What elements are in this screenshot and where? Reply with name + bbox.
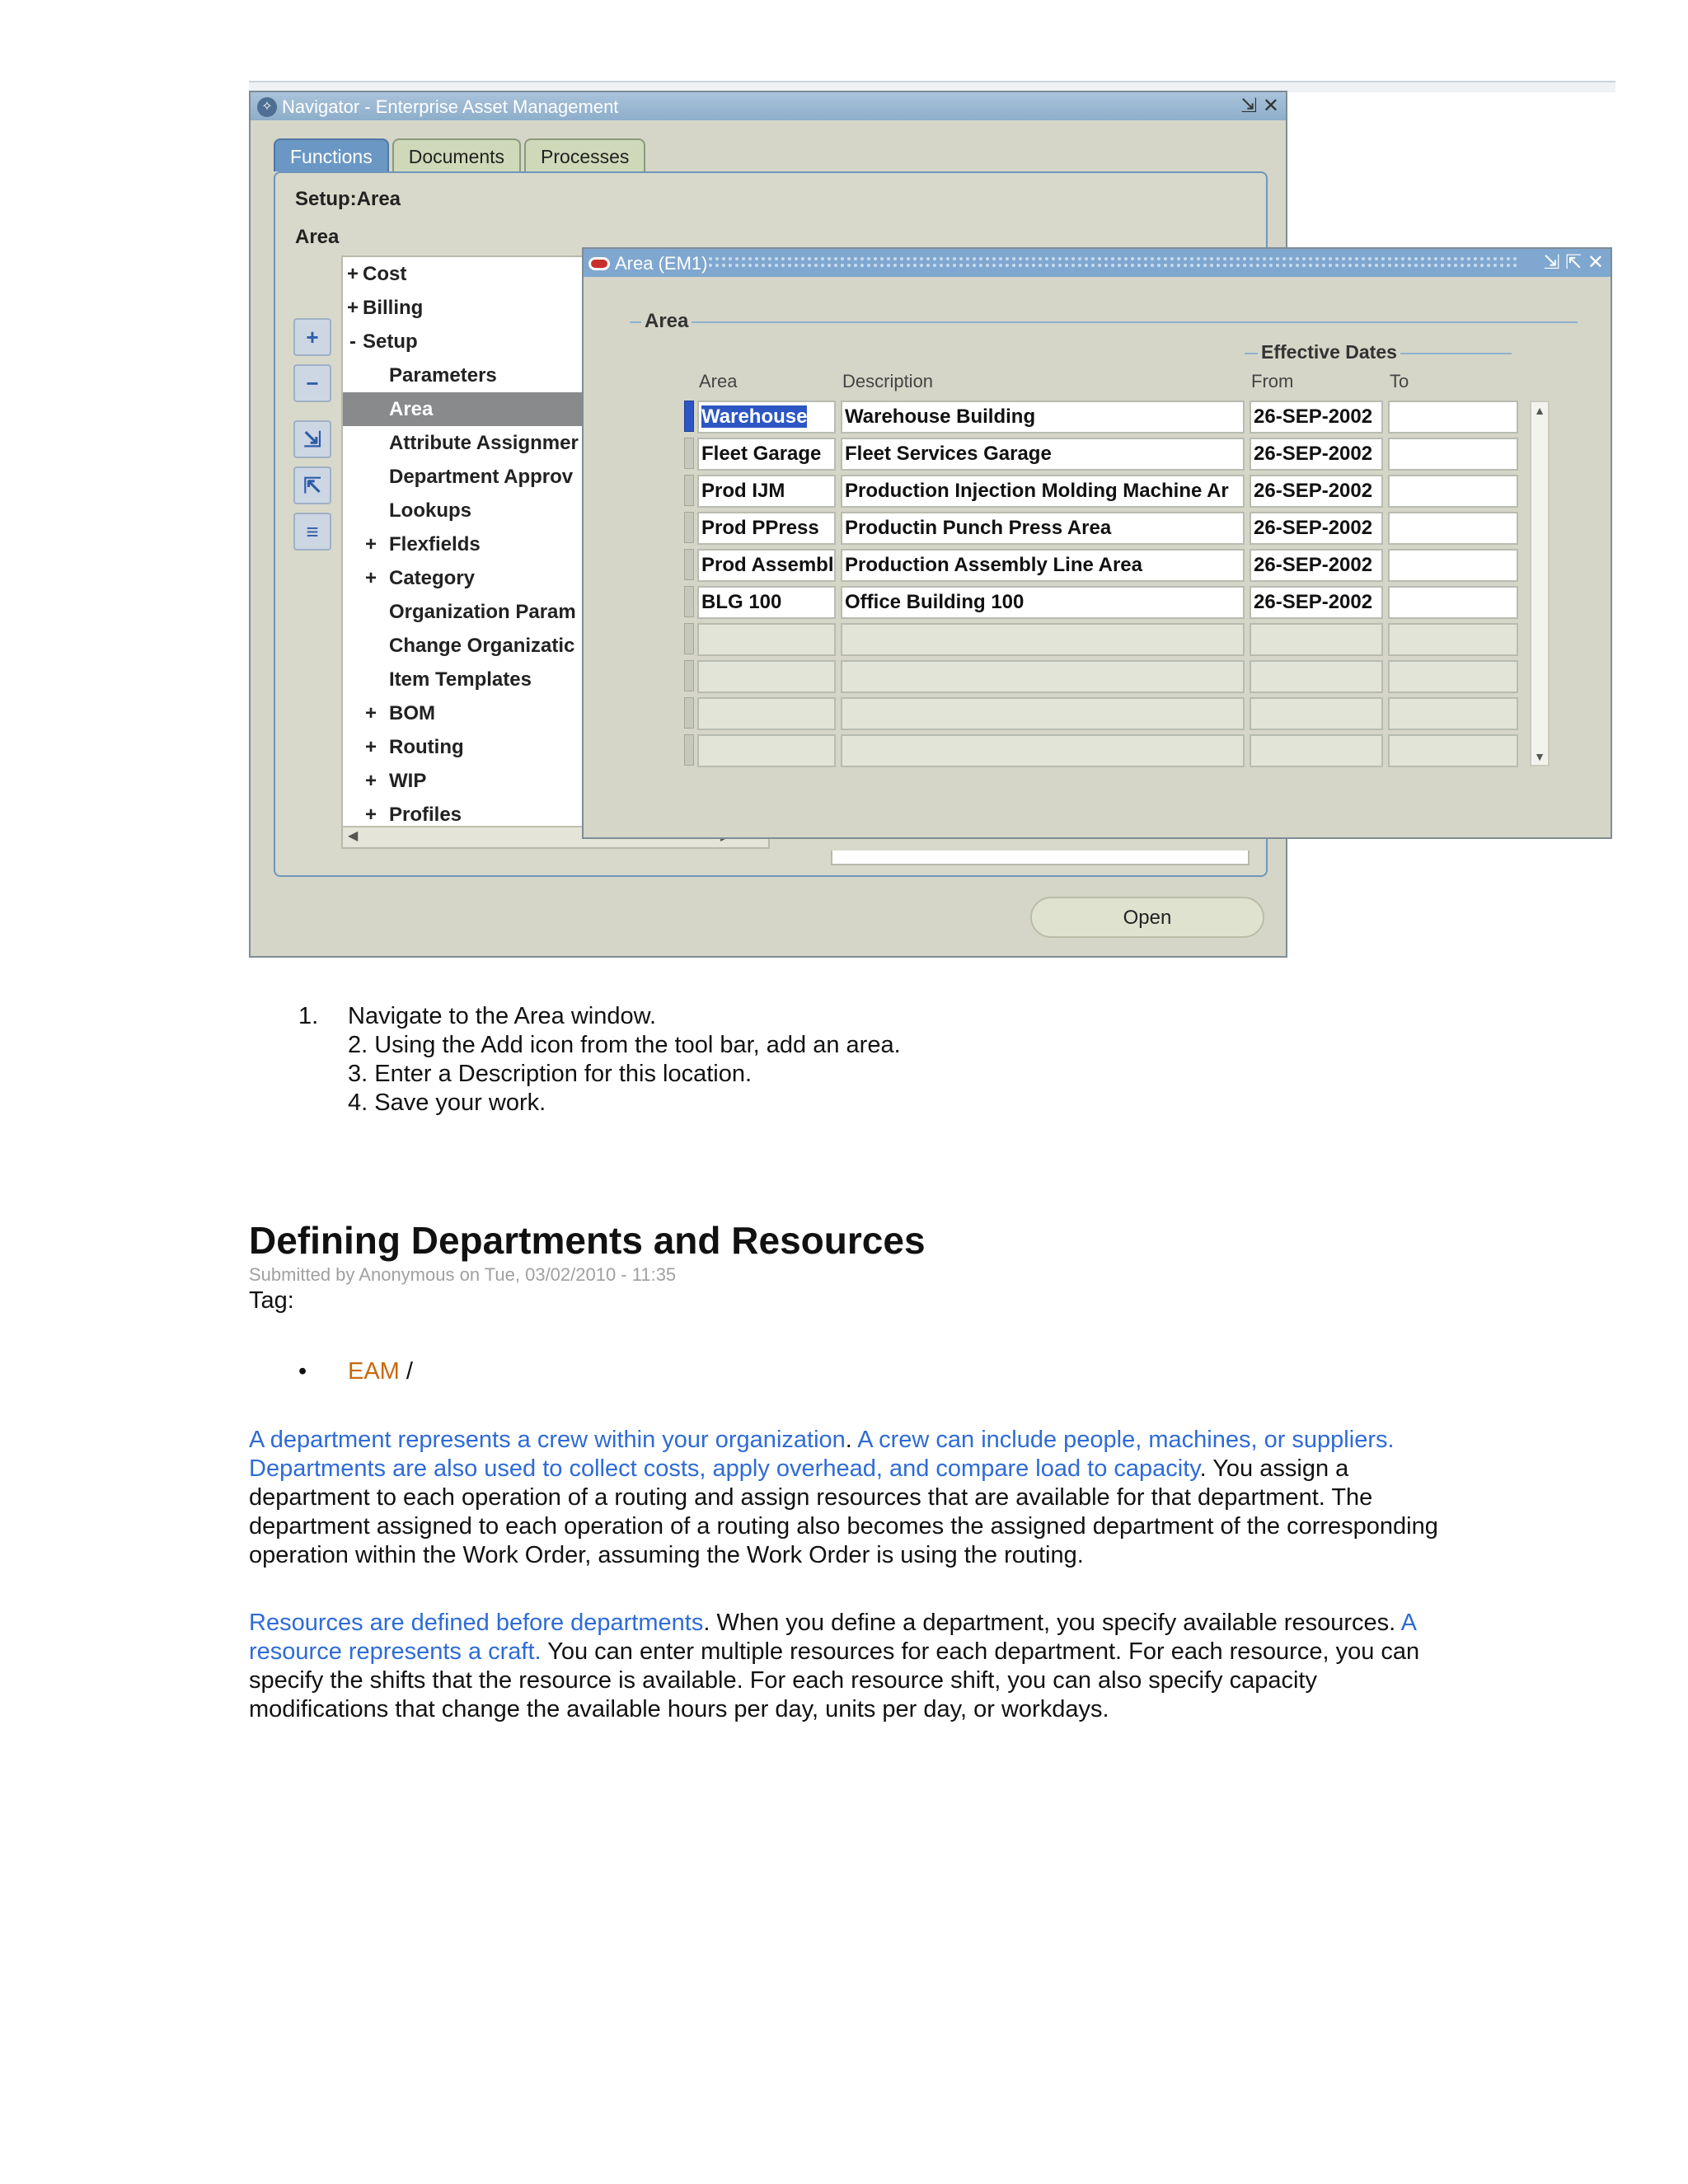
tree-buttons xyxy=(293,318,333,559)
tag-link-eam[interactable]: EAM xyxy=(348,1358,400,1385)
tree-item-label: Category xyxy=(389,567,476,589)
description-field[interactable] xyxy=(841,697,1245,730)
to-field[interactable] xyxy=(1388,623,1518,656)
document-list-panel xyxy=(831,851,1250,865)
description-field[interactable]: Fleet Services Garage xyxy=(841,438,1245,471)
expand-node-icon[interactable]: + xyxy=(364,736,377,758)
expand-icon[interactable]: + xyxy=(293,318,331,356)
scroll-down-icon[interactable]: ▼ xyxy=(1534,750,1545,763)
window-controls[interactable] xyxy=(1240,92,1279,120)
scroll-up-icon[interactable]: ▲ xyxy=(1534,404,1545,417)
area-field[interactable] xyxy=(697,660,836,693)
open-button[interactable]: Open xyxy=(1030,897,1264,938)
expand-node-icon[interactable]: + xyxy=(364,567,377,589)
step-line: 4. Save your work. xyxy=(348,1090,546,1116)
step-line: 2. Using the Add icon from the tool bar, add an area. xyxy=(348,1032,901,1058)
tree-item-label: Parameters xyxy=(389,364,497,387)
screenshot-figure xyxy=(249,81,1615,964)
description-field[interactable]: Productin Punch Press Area xyxy=(841,512,1245,545)
area-field[interactable] xyxy=(697,401,836,434)
area-field[interactable] xyxy=(697,697,836,730)
tag-separator: / xyxy=(399,1358,413,1385)
selected-text: Warehouse xyxy=(701,405,808,428)
titlebar-pattern xyxy=(707,255,1520,270)
tree-item-label: BOM xyxy=(389,702,435,724)
article-title: Defining Departments and Resources xyxy=(249,1219,926,1262)
tab-processes[interactable]: Processes xyxy=(524,138,645,171)
to-field[interactable] xyxy=(1388,734,1518,767)
tree-item-label: Profiles xyxy=(389,804,462,826)
from-field[interactable]: 26-SEP-2002 xyxy=(1250,549,1383,582)
highlight-link[interactable]: A crew can include people, machines, or suppliers. Departments are also used to collect costs, apply overhead, and compare load to capacity xyxy=(249,1427,1395,1482)
area-field[interactable]: BLG 100 xyxy=(697,586,836,619)
bullet-icon: • xyxy=(298,1358,307,1385)
record-indicator[interactable] xyxy=(684,512,694,543)
tree-item-label: Routing xyxy=(389,736,464,758)
step-line: Navigate to the Area window. xyxy=(348,1003,657,1029)
tag-label: Tag: xyxy=(249,1287,294,1314)
description-field[interactable] xyxy=(841,623,1245,656)
area-field[interactable]: Fleet Garage xyxy=(697,438,836,471)
record-indicator[interactable] xyxy=(684,660,694,691)
header-area: Area xyxy=(699,371,738,391)
oracle-logo-icon xyxy=(588,257,610,270)
function-path: Setup:Area xyxy=(295,188,401,210)
description-field[interactable] xyxy=(841,734,1245,767)
area-field[interactable]: Prod IJM xyxy=(697,475,836,508)
area-titlebar xyxy=(584,249,1611,277)
record-indicator[interactable] xyxy=(684,438,694,469)
highlight-link[interactable]: A resource represents a craft. xyxy=(249,1610,1416,1665)
from-field[interactable]: 26-SEP-2002 xyxy=(1250,475,1383,508)
expand-node-icon[interactable]: + xyxy=(364,533,377,555)
tree-item-label: Billing xyxy=(363,297,424,319)
function-caption: Area xyxy=(295,226,340,248)
tag-list xyxy=(298,1358,413,1385)
description-field[interactable]: Office Building 100 xyxy=(841,586,1245,619)
area-field[interactable]: Prod PPress xyxy=(697,512,836,545)
header-description: Description xyxy=(842,371,934,391)
grid-vertical-scrollbar[interactable] xyxy=(1530,401,1550,766)
expand-node-icon[interactable]: + xyxy=(364,804,377,826)
expand-node-icon[interactable]: + xyxy=(346,263,359,285)
highlight-link[interactable]: Resources are defined before departments xyxy=(249,1610,704,1636)
tree-item-label: Change Organizatic xyxy=(389,635,575,657)
to-field[interactable] xyxy=(1388,697,1518,730)
from-field[interactable] xyxy=(1250,697,1383,730)
area-field[interactable] xyxy=(697,734,836,767)
to-field[interactable] xyxy=(1388,475,1518,508)
from-field[interactable]: 26-SEP-2002 xyxy=(1250,438,1383,471)
expand-node-icon[interactable]: + xyxy=(364,770,377,792)
tree-item-label: Item Templates xyxy=(389,668,532,691)
area-field[interactable] xyxy=(697,623,836,656)
paragraph-resources xyxy=(249,1609,1452,1724)
from-field[interactable]: 26-SEP-2002 xyxy=(1250,586,1383,619)
tree-item-label: Setup xyxy=(363,330,418,353)
navigator-tabs xyxy=(274,138,649,173)
expand-all-icon[interactable]: ⇱ xyxy=(293,466,331,504)
from-field[interactable] xyxy=(1250,623,1383,656)
to-field[interactable] xyxy=(1388,586,1518,619)
text-span: You can enter multiple resources for each department. For each resource, you can specify the shifts that the resource is available. For each resource shift, you can also specify capacity modifications that change the available hours per day, units per day, or workdays. xyxy=(249,1638,1420,1722)
minimize-icon[interactable]: ⇲ xyxy=(1240,95,1258,117)
tree-item-label: Attribute Assignmer xyxy=(389,432,579,454)
record-indicator[interactable] xyxy=(684,734,694,766)
tree-item-label: Cost xyxy=(363,263,407,285)
minimize-icon[interactable]: ⇲ xyxy=(1543,251,1560,274)
area-frame-title: Area xyxy=(641,310,692,333)
record-indicator[interactable] xyxy=(684,623,694,654)
description-field[interactable]: Warehouse Building xyxy=(841,401,1245,434)
record-indicator[interactable] xyxy=(684,697,694,729)
area-frame-border xyxy=(630,321,1578,323)
tab-documents[interactable]: Documents xyxy=(392,138,521,171)
tree-item-label: Department Approv xyxy=(389,466,574,488)
to-field[interactable] xyxy=(1388,401,1518,434)
record-indicator[interactable] xyxy=(684,549,694,580)
tree-item-label: Flexfields xyxy=(389,533,481,555)
description-field[interactable]: Production Assembly Line Area xyxy=(841,549,1245,582)
from-field[interactable] xyxy=(1250,734,1383,767)
maximize-icon[interactable]: ⇱ xyxy=(1565,251,1582,274)
scroll-left-icon[interactable]: ◀ xyxy=(348,829,359,843)
area-window xyxy=(582,247,1612,839)
area-window-controls[interactable] xyxy=(1543,249,1604,277)
text-span: . When you define a department, you specify available resources. xyxy=(703,1610,1401,1636)
record-indicator[interactable] xyxy=(684,475,694,506)
area-field[interactable]: Prod Assembl xyxy=(697,549,836,582)
tree-item-label: Organization Param xyxy=(389,601,576,623)
close-icon[interactable]: ✕ xyxy=(1262,95,1279,117)
tree-item-label: Area xyxy=(389,398,434,420)
effective-dates-title: Effective Dates xyxy=(1258,341,1400,363)
step-number: 1. xyxy=(298,1003,319,1029)
text-span: . xyxy=(845,1427,858,1453)
header-from: From xyxy=(1251,371,1294,391)
from-field[interactable] xyxy=(1250,660,1383,693)
navigator-titlebar xyxy=(251,92,1286,120)
area-window-title: Area (EM1) xyxy=(615,253,708,274)
to-field[interactable] xyxy=(1388,512,1518,545)
paragraph-departments xyxy=(249,1426,1452,1570)
description-field[interactable] xyxy=(841,660,1245,693)
description-field[interactable]: Production Injection Molding Machine Ar xyxy=(841,475,1245,508)
close-icon[interactable]: ✕ xyxy=(1587,251,1604,274)
tab-functions[interactable]: Functions xyxy=(274,138,389,171)
record-indicator[interactable] xyxy=(684,586,694,617)
from-field[interactable]: 26-SEP-2002 xyxy=(1250,401,1383,434)
expand-branch-icon[interactable]: ⇲ xyxy=(293,420,331,458)
text-span: . You assign a department to each operation of a routing and assign resources that are available for that department. The department assigned to each operation of a routing also becomes the assigned department of the corresponding operation within the Work Order, assuming the Work Order is using the routing. xyxy=(249,1455,1438,1568)
to-field[interactable] xyxy=(1388,660,1518,693)
collapse-icon[interactable]: − xyxy=(293,364,331,402)
header-to: To xyxy=(1390,371,1409,391)
collapse-all-icon[interactable]: ≡ xyxy=(293,513,331,551)
collapse-node-icon[interactable]: - xyxy=(349,330,356,353)
to-field[interactable] xyxy=(1388,438,1518,471)
from-field[interactable]: 26-SEP-2002 xyxy=(1250,512,1383,545)
step-line: 3. Enter a Description for this location. xyxy=(348,1061,753,1087)
tree-item-label: WIP xyxy=(389,770,427,792)
oracle-navigator-icon: ✧ xyxy=(257,97,277,117)
tree-item-label: Lookups xyxy=(389,499,471,522)
expand-node-icon[interactable]: + xyxy=(346,297,359,319)
instruction-steps xyxy=(298,1002,901,1118)
navigator-title: Navigator - Enterprise Asset Management xyxy=(282,96,619,118)
expand-node-icon[interactable]: + xyxy=(364,702,377,724)
submitted-by: Submitted by Anonymous on Tue, 03/02/2010 - 11:35 xyxy=(249,1264,677,1285)
record-indicator[interactable] xyxy=(684,401,694,432)
to-field[interactable] xyxy=(1388,549,1518,582)
highlight-link[interactable]: A department represents a crew within your organization xyxy=(249,1427,846,1453)
